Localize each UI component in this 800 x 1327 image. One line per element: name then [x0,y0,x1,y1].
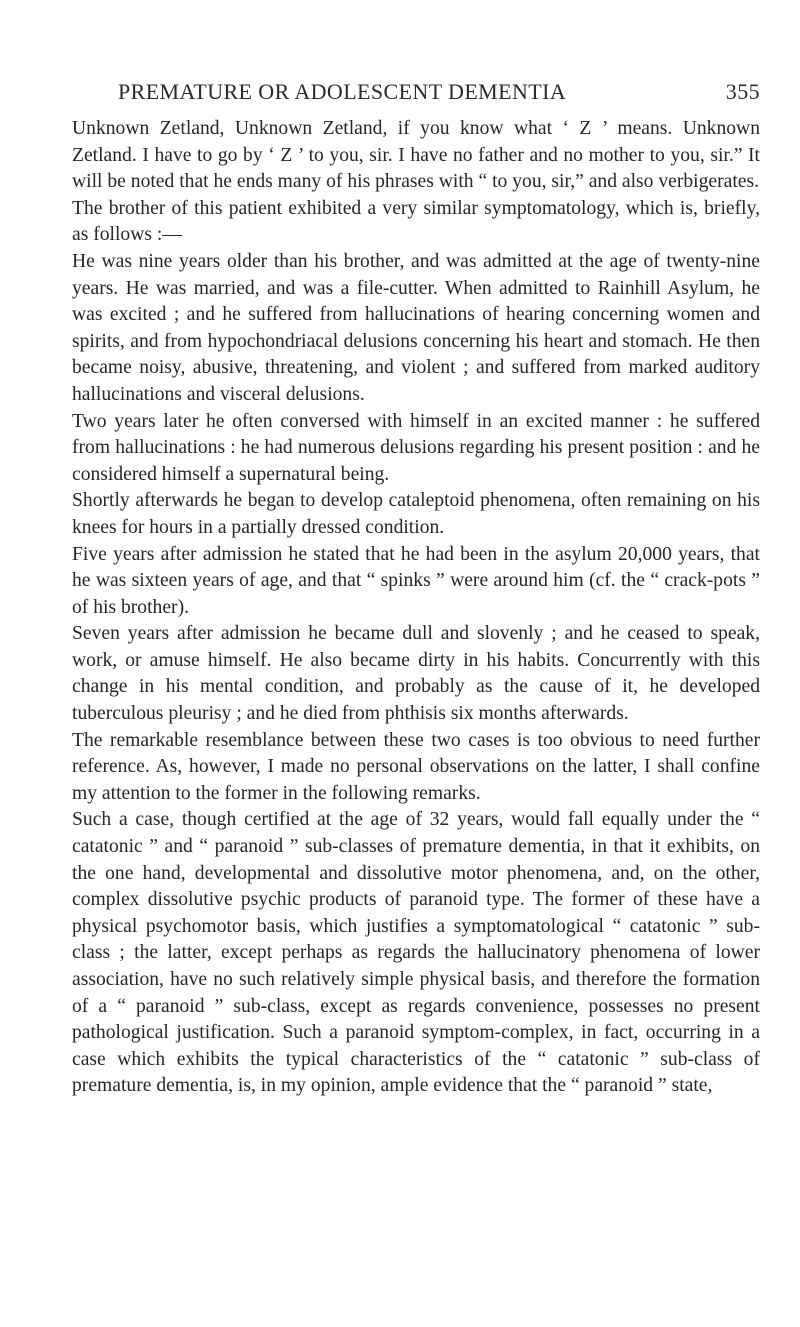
paragraph: Seven years after admission he became dull and slovenly ; and he ceased to speak, work, or amuse himself. He also became dirty in his habits. Concurrently with this change in his mental condition, and probably as the cause of it, he developed tuberculous pleurisy ; and he died from phthisis six months afterwards. [72,623,760,725]
paragraph: Shortly afterwards he began to develop cataleptoid phenomena, often remaining on his knees for hours in a partially dressed condition. [72,490,760,538]
paragraph: Five years after admission he stated that he had been in the asylum 20,000 years, that he was sixteen years of age, and that “ spinks ” were around him (cf. the “ crack-pots ” of his brother). [72,543,760,618]
paragraph: The remarkable resemblance between these two cases is too obvious to need further reference. As, however, I made no personal observations on the latter, I shall confine my attention to the former in the following remarks. [72,729,760,804]
paragraph: Such a case, though certified at the age of 32 years, would fall equally under the “ catatonic ” and “ paranoid ” sub-classes of premature dementia, in that it exhibits, on the one hand, developmental and dissolutive motor phenomena, and, on the other, complex dissolutive psychic products of paranoid type. The former of these have a physical psychomotor basis, which justifies a symptomatological “ catatonic ” sub-class ; the latter, except perhaps as regards the hallucinatory phenomena of lower association, have no such relatively simple physical basis, and therefore the formation of a “ paranoid ” sub-class, except as regards convenience, possesses no present pathological justification. Such a paranoid symptom-complex, in fact, occurring in a case which exhibits the typical characteristics of the “ catatonic ” sub-class of premature dementia, is, in my opinion, ample evidence that the “ paranoid ” state, [72,809,760,1097]
running-head [72,72,760,112]
paragraph: The brother of this patient exhibited a very similar symptomatology, which is, briefly, as follows :— [72,197,760,246]
running-head-title: PREMATURE OR ADOLESCENT DEMENTIA [118,79,567,104]
body-text [72,116,760,1100]
page-number: 355 [725,79,760,104]
paragraph: He was nine years older than his brother, and was admitted at the age of twenty-nine years. He was married, and was a file-cutter. When admitted to Rainhill Asylum, he was excited ; and he suffered from hallucinations of hearing concerning women and spirits, and from hypochondriacal delusions concerning his heart and stomach. He then became noisy, abusive, threatening, and violent ; and suffered from marked auditory hallucinations and visceral delusions. [72,250,760,405]
paragraph: Two years later he often conversed with himself in an excited manner : he suffered from hallucinations : he had numerous delusions regarding his present position : and he considered himself a supernatural being. [72,410,760,485]
paragraph: Unknown Zetland, Unknown Zetland, if you know what ‘ Z ’ means. Unknown Zetland. I have to go by ‘ Z ’ to you, sir. I have no father and no mother to you, sir.” It will be noted that he ends many of his phrases with “ to you, sir,” and also verbigerates. [72,118,760,193]
